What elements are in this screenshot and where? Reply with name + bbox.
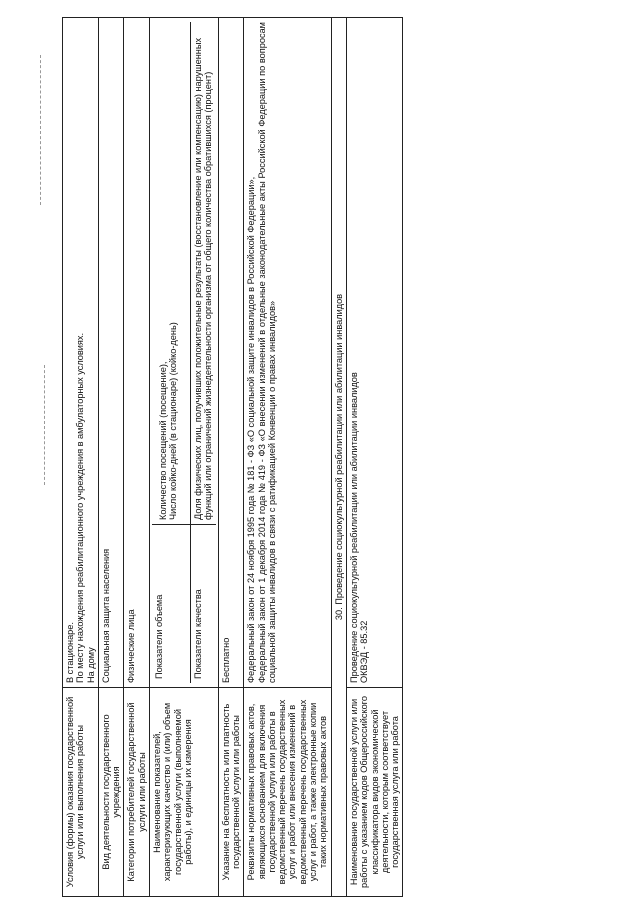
- indicators-table: [152, 22, 216, 683]
- legal-act-line: Федеральный закон от 1 декабря 2014 года № 419 - ФЗ «О внесении изменений в отдельные законодательные акты Российской Федерации по вопросам социальной защиты инвалидов в связи с ратификацией Конвенции о правах инвалидов»: [256, 22, 277, 683]
- service-name-line: Проведение социокультурной реабилитации или абилитации инвалидов: [348, 372, 359, 683]
- row-consumers: [124, 18, 150, 897]
- indicator-volume-name: Показатели объема: [154, 594, 165, 679]
- label-consumers: Категории потребителей государственной услуги или работы: [124, 688, 150, 897]
- service-name-line: ОКВЭД - 85.32: [359, 620, 370, 683]
- condition-line: В стационаре.: [65, 622, 75, 683]
- indicator-volume-line: Число койко-дней (в стационаре) (койко-день): [168, 322, 179, 520]
- value-activity-type: Социальная защита населения: [98, 18, 124, 688]
- value-consumers: Физические лица: [124, 18, 150, 688]
- condition-line: На дому: [85, 647, 96, 683]
- indicator-volume-value: [152, 22, 191, 525]
- indicator-volume-row: [152, 22, 191, 683]
- value-payment: Бесплатно: [218, 18, 244, 688]
- service-table: [62, 17, 403, 897]
- scan-artifact-line: [40, 55, 41, 205]
- label-payment: Указание на бесплатность или платность государственной услуги или работы: [218, 688, 244, 897]
- row-legal-acts: [244, 18, 331, 897]
- label-conditions: Условия (формы) оказания государственной услуги или выполнения работы: [63, 688, 99, 897]
- value-conditions: [63, 18, 99, 688]
- label-legal-acts: Реквизиты нормативных правовых актов, являющихся основанием для включения государственной услуги или работы в ведомственный перечень государственных услуг и работ или внесения изменений в ведомственный перечень государственных услуг и работ, а также электронные копии таких нормативных правовых актов: [244, 688, 331, 897]
- row-payment: [218, 18, 244, 897]
- section-heading-row: [331, 18, 346, 897]
- value-indicators: [150, 18, 219, 688]
- value-service-name: [346, 18, 402, 688]
- row-indicators: [150, 18, 219, 897]
- indicator-quality-value: Доля физических лиц, получивших положительные результаты (восстановление или компенсацию) нарушенных функций или ограничений жизнедеятельности организма от общего количества обратившихся (процент): [191, 22, 216, 525]
- label-service-name: Наименование государственной услуги или работы с указанием кодов Общероссийского классификатора видов экономической деятельности, которым соответствует государственная услуга или работа: [346, 688, 402, 897]
- legal-act-line: Федеральный закон от 24 ноября 1995 года № 181 - ФЗ «О социальной защите инвалидов в Российской Федерации»,: [246, 176, 257, 683]
- section-heading: 30. Проведение социокультурной реабилитации или абилитации инвалидов: [331, 18, 346, 897]
- label-activity-type: Вид деятельности государственного учреждения: [98, 688, 124, 897]
- indicator-quality-name: Показатели качества: [193, 589, 204, 679]
- value-legal-acts: [244, 18, 331, 688]
- row-activity-type: [98, 18, 124, 897]
- scan-artifact-line: [44, 365, 45, 485]
- condition-line: По месту нахождения реабилитационного учреждения в амбулаторных условиях.: [75, 332, 86, 683]
- indicator-quality-row: [191, 22, 216, 683]
- row-service-name: [346, 18, 402, 897]
- indicator-volume-line: Количество посещений (посещение),: [158, 361, 169, 520]
- label-indicators: Наименование показателей, характеризующих качество и (или) объем государственной услуги (выполняемой работы), и единицы их измерения: [150, 688, 219, 897]
- row-conditions: [63, 18, 99, 897]
